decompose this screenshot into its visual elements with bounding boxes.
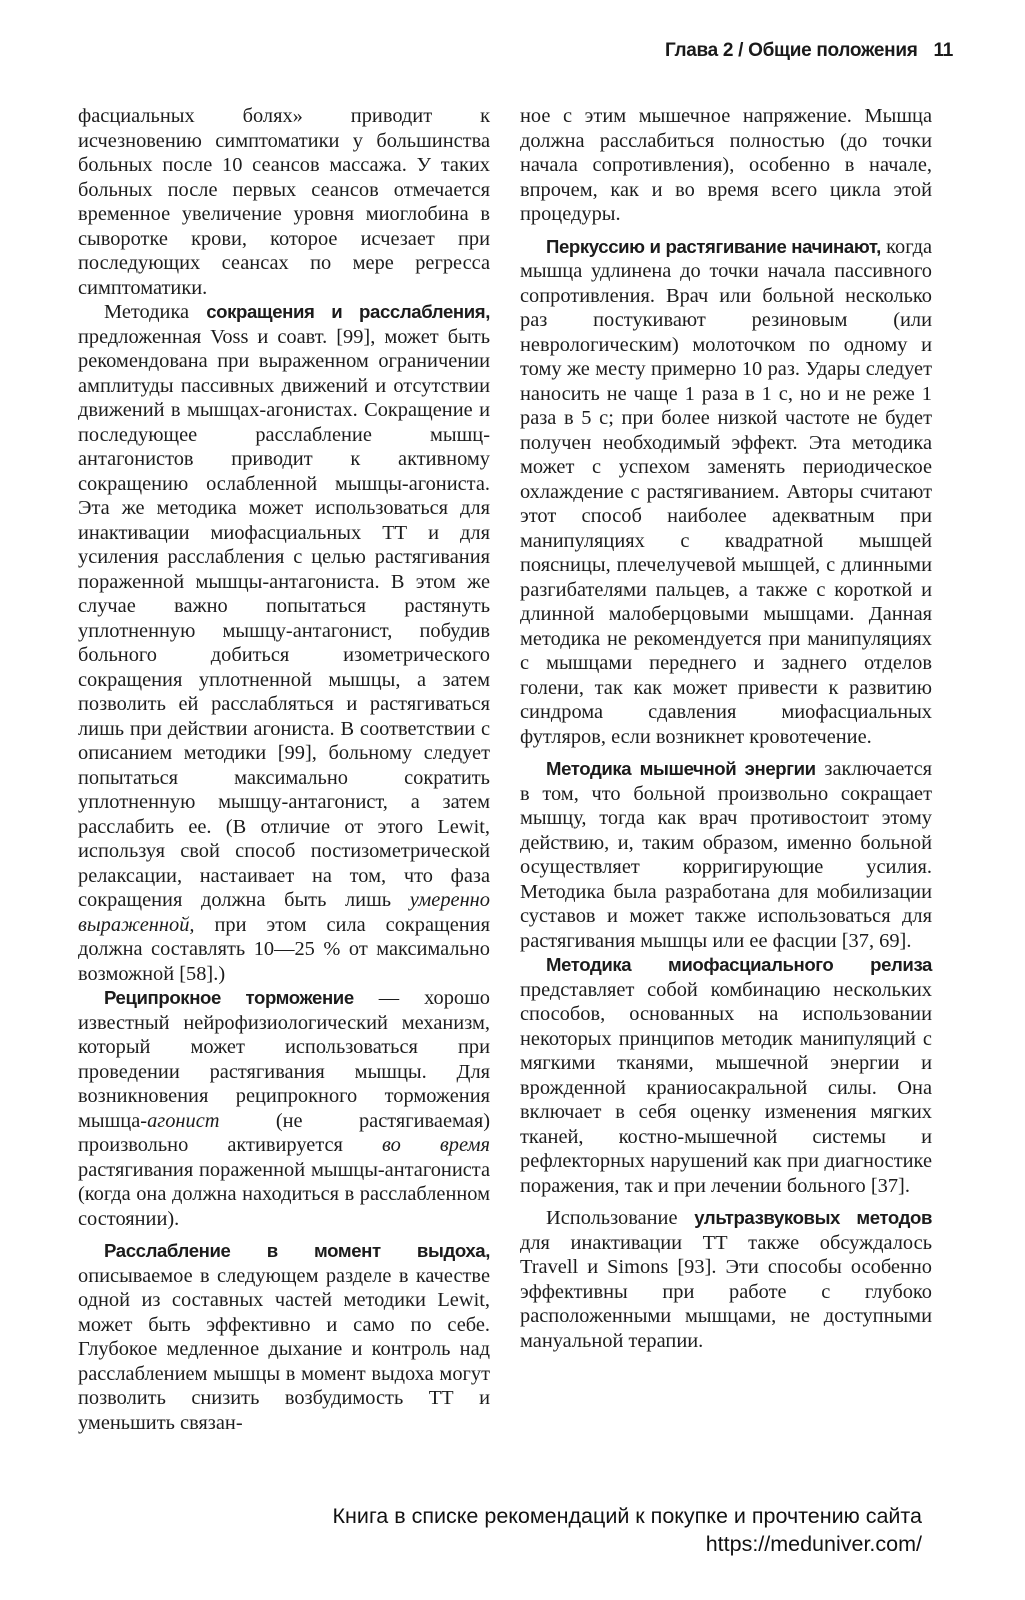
paragraph: Реципрокное торможение — хорошо известный нейрофизиологический механизм, который может использоваться при проведении растягивания мышцы. Для возникновения реципрокного торможения мышца-агонист (не растягиваемая) произвольно активируется во время растягивания пораженной мышцы-антагониста (когда она должна находиться в расслабленном состоянии). bbox=[78, 987, 490, 1230]
bold-term: Расслабление в момент выдоха, bbox=[104, 1240, 490, 1261]
italic-term: умеренно выраженной, bbox=[78, 889, 490, 936]
paragraph: ное с этим мышечное напряжение. Мышца должна расслабиться полностью (до точки начала сопротивления), особенно в начале, впрочем, как и во время всего цикла этой процедуры. bbox=[520, 105, 932, 225]
left-column bbox=[78, 104, 490, 1435]
paragraph: Методика миофасциального релиза представляет собой комбинацию нескольких способов, основанных на использовании некоторых принципов методик манипуляций с мягкими тканями, мышечной энергии и врожденной краниосакральной силы. Она включает в себя оценку изменения мягких тканей, костно-мышечной системы и рефлекторных нарушений как при диагностике поражения, так и при лечении больного [37]. bbox=[520, 954, 932, 1197]
site-footer-note: Книга в списке рекомендаций к покупке и прочтению сайта https://meduniver.com/ bbox=[332, 1504, 922, 1556]
chapter-title: Глава 2 / Общие положения bbox=[664, 40, 918, 61]
bold-term: Перкуссию и растягивание начинают, bbox=[546, 235, 881, 257]
paragraph: Перкуссию и растягивание начинают, когда мышца удлинена до точки начала пассивного сопротивления. Врач или больной несколько раз постукивают резиновым (или неврологическим) молоточком по одному и тому же месту примерно 10 раз. Удары следует наносить не чаще 1 раза в 1 с, но и не реже 1 раза в 5 с; при более низкой частоте не будет получен необходимый эффект. Эта методика может с успехом заменять периодическое охлаждение с растягиванием. Авторы считают этот способ наиболее адекватным при манипуляциях с квадратной мышцей поясницы, плечелучевой мышцей, с длинными разгибателями пальцев, а также с короткой и длинной малоберцовыми мышцами. Данная методика не рекомендуется при манипуляциях с мышцами переднего и заднего отделов голени, так как может привести к развитию синдрома сдавления миофасциальных футляров, если возникнет кровотечение. bbox=[520, 235, 932, 748]
paragraph: фасциальных болях» приводит к исчезновению симптоматики у большинства больных после 10 сеансов массажа. У таких больных после первых сеансов отмечается временное увеличение уровня миоглобина в сыворотке крови, которое исчезает при последующих сеансах по мере регресса симптоматики. bbox=[78, 105, 490, 299]
bold-term: Методика мышечной энергии bbox=[546, 758, 816, 779]
paragraph: Использование ультразвуковых методов для инактивации ТТ также обсуждалось Travell и Simons [93]. Эти способы особенно эффективны при работе с глубоко расположенными мышцами, не доступными мануальной терапии. bbox=[520, 1207, 932, 1352]
running-head bbox=[665, 40, 953, 62]
bold-term: Методика миофасциального релиза bbox=[546, 954, 932, 975]
paragraph: Методика мышечной энергии заключается в том, что больной произвольно сокращает мышцу, тогда как врач противостоит этому действию, и, таким образом, именно больной осуществляет корригирующие усилия. Методика была разработана для мобилизации суставов и может также использоваться для растягивания мышцы или ее фасции [37, 69]. bbox=[520, 758, 932, 952]
bold-term: Реципрокное торможение bbox=[104, 987, 354, 1008]
bold-term: ультразвуковых методов bbox=[694, 1207, 932, 1228]
italic-term: во время bbox=[382, 1134, 490, 1156]
italic-term: агонист bbox=[147, 1109, 220, 1132]
paragraph: Методика сокращения и расслабления, предложенная Voss и соавт. [99], может быть рекомендована при выраженном ограничении амплитуды пассивных движений и отсутствии движений в мышцах-агонистах. Сокращение и последующее расслабление мышц-антагонистов приводит к активному сокращению ослабленной мышцы-агониста. Эта же методика может использоваться для инактивации миофасциальных ТТ и для усиления расслабления с целью растягивания пораженной мышцы-антагониста. В этом же случае важно попытаться растянуть уплотненную мышцу-антагонист, побудив больного добиться изометрического сокращения уплотненной мышцы, а затем позволить ей расслабляться и растягиваться лишь при действии агониста. В соответствии с описанием методики [99], больному следует попытаться максимально сократить уплотненную мышцу-антагонист, а затем расслабить ее. (В отличие от этого Lewit, используя свой способ постизометрической релаксации, настаивает на том, что фаза сокращения должна быть лишь умеренно выраженной, при этом сила сокращения должна составлять 10—25 % от максимально возможной [58].) bbox=[78, 301, 490, 985]
bold-term: сокращения и расслабления, bbox=[206, 301, 490, 322]
right-column bbox=[520, 104, 932, 1353]
page-number: 11 bbox=[933, 40, 953, 61]
paragraph: Расслабление в момент выдоха, описываемое в следующем разделе в качестве одной из составных частей методики Lewit, может быть эффективно и само по себе. Глубокое медленное дыхание и контроль над расслаблением мышцы в момент выдоха могут позволить снизить возбудимость ТТ и уменьшить связан- bbox=[78, 1240, 490, 1434]
